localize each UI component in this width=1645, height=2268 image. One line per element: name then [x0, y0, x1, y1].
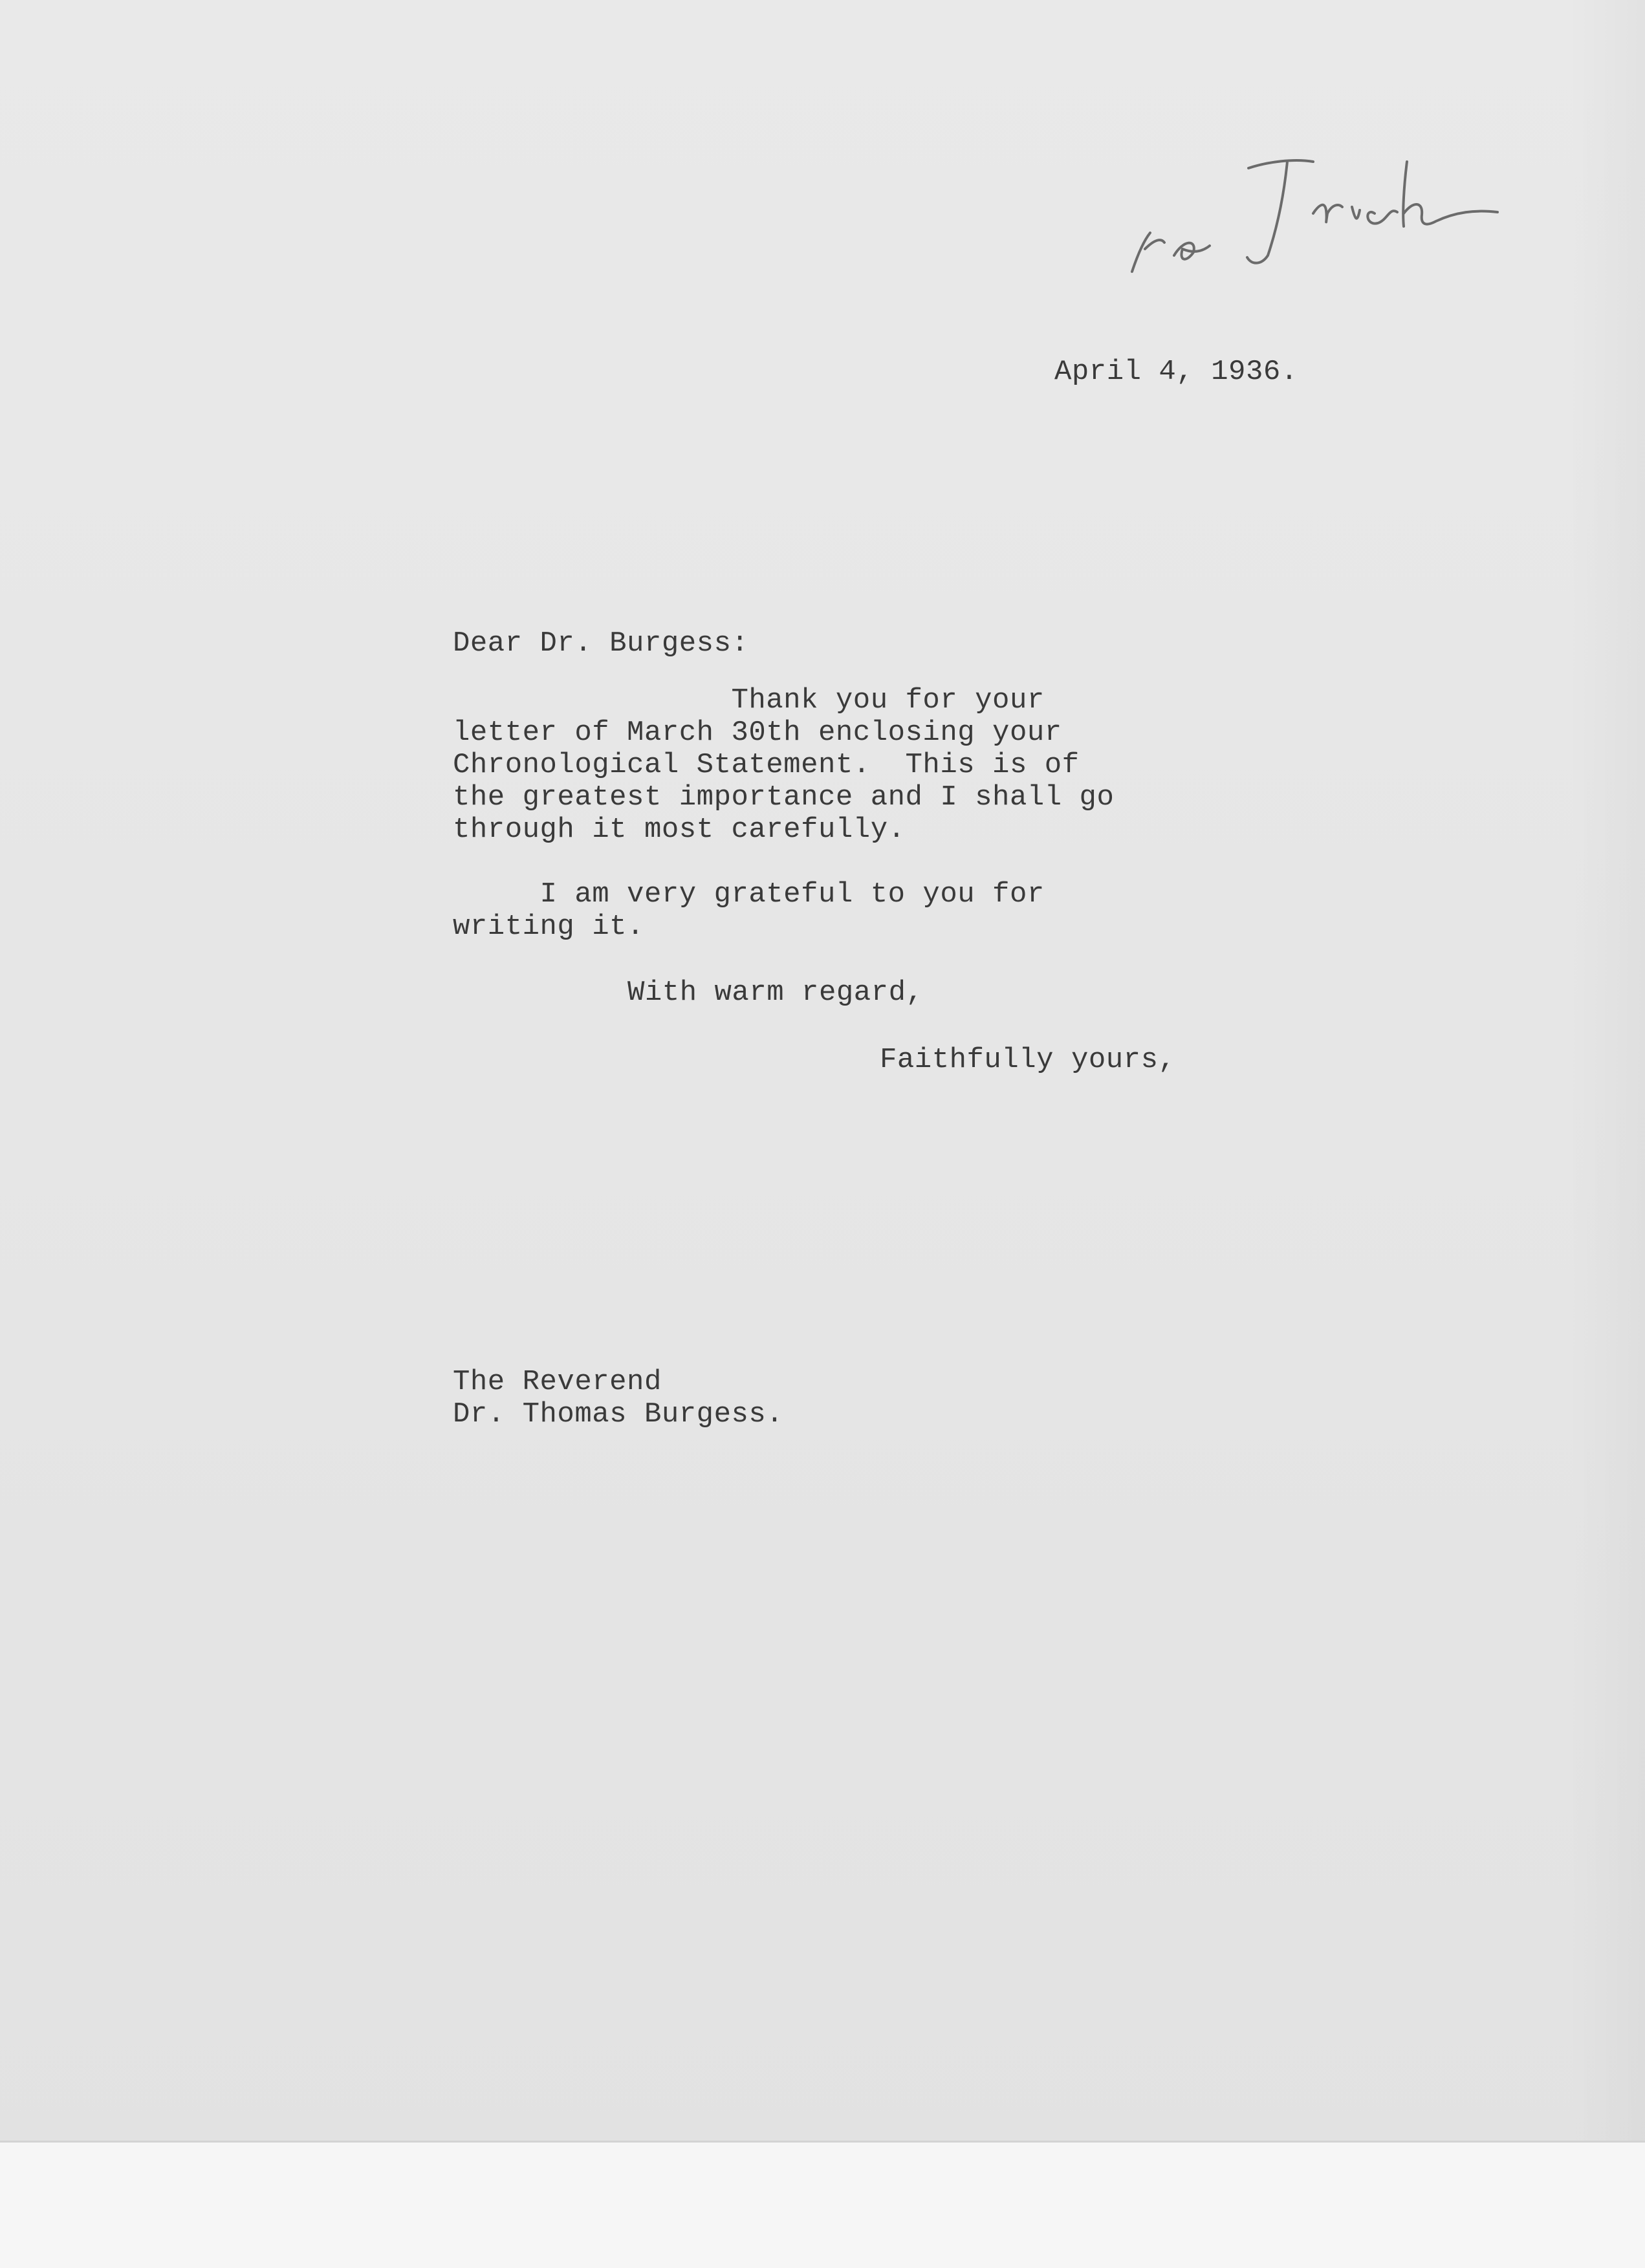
body-line: Chronological Statement. This is of [453, 749, 1080, 781]
body-line: the greatest importance and I shall go [453, 781, 1115, 814]
closing-signature: Faithfully yours, [880, 1044, 1176, 1076]
body-line: writing it. [453, 911, 644, 943]
salutation: Dear Dr. Burgess: [453, 627, 749, 660]
body-line: letter of March 30th enclosing your [453, 717, 1062, 749]
body-line: through it most carefully. [453, 814, 906, 846]
addressee-line: Dr. Thomas Burgess. [453, 1398, 784, 1431]
body-line: I am very grateful to you for [453, 878, 1045, 911]
handwritten-annotation [1119, 142, 1507, 297]
body-line: Thank you for your [453, 684, 1045, 717]
closing-regard: With warm regard, [627, 977, 924, 1009]
letter-date: April 4, 1936. [1054, 356, 1298, 388]
scan-bottom-margin [0, 2141, 1645, 2268]
addressee-line: The Reverend [453, 1366, 662, 1398]
